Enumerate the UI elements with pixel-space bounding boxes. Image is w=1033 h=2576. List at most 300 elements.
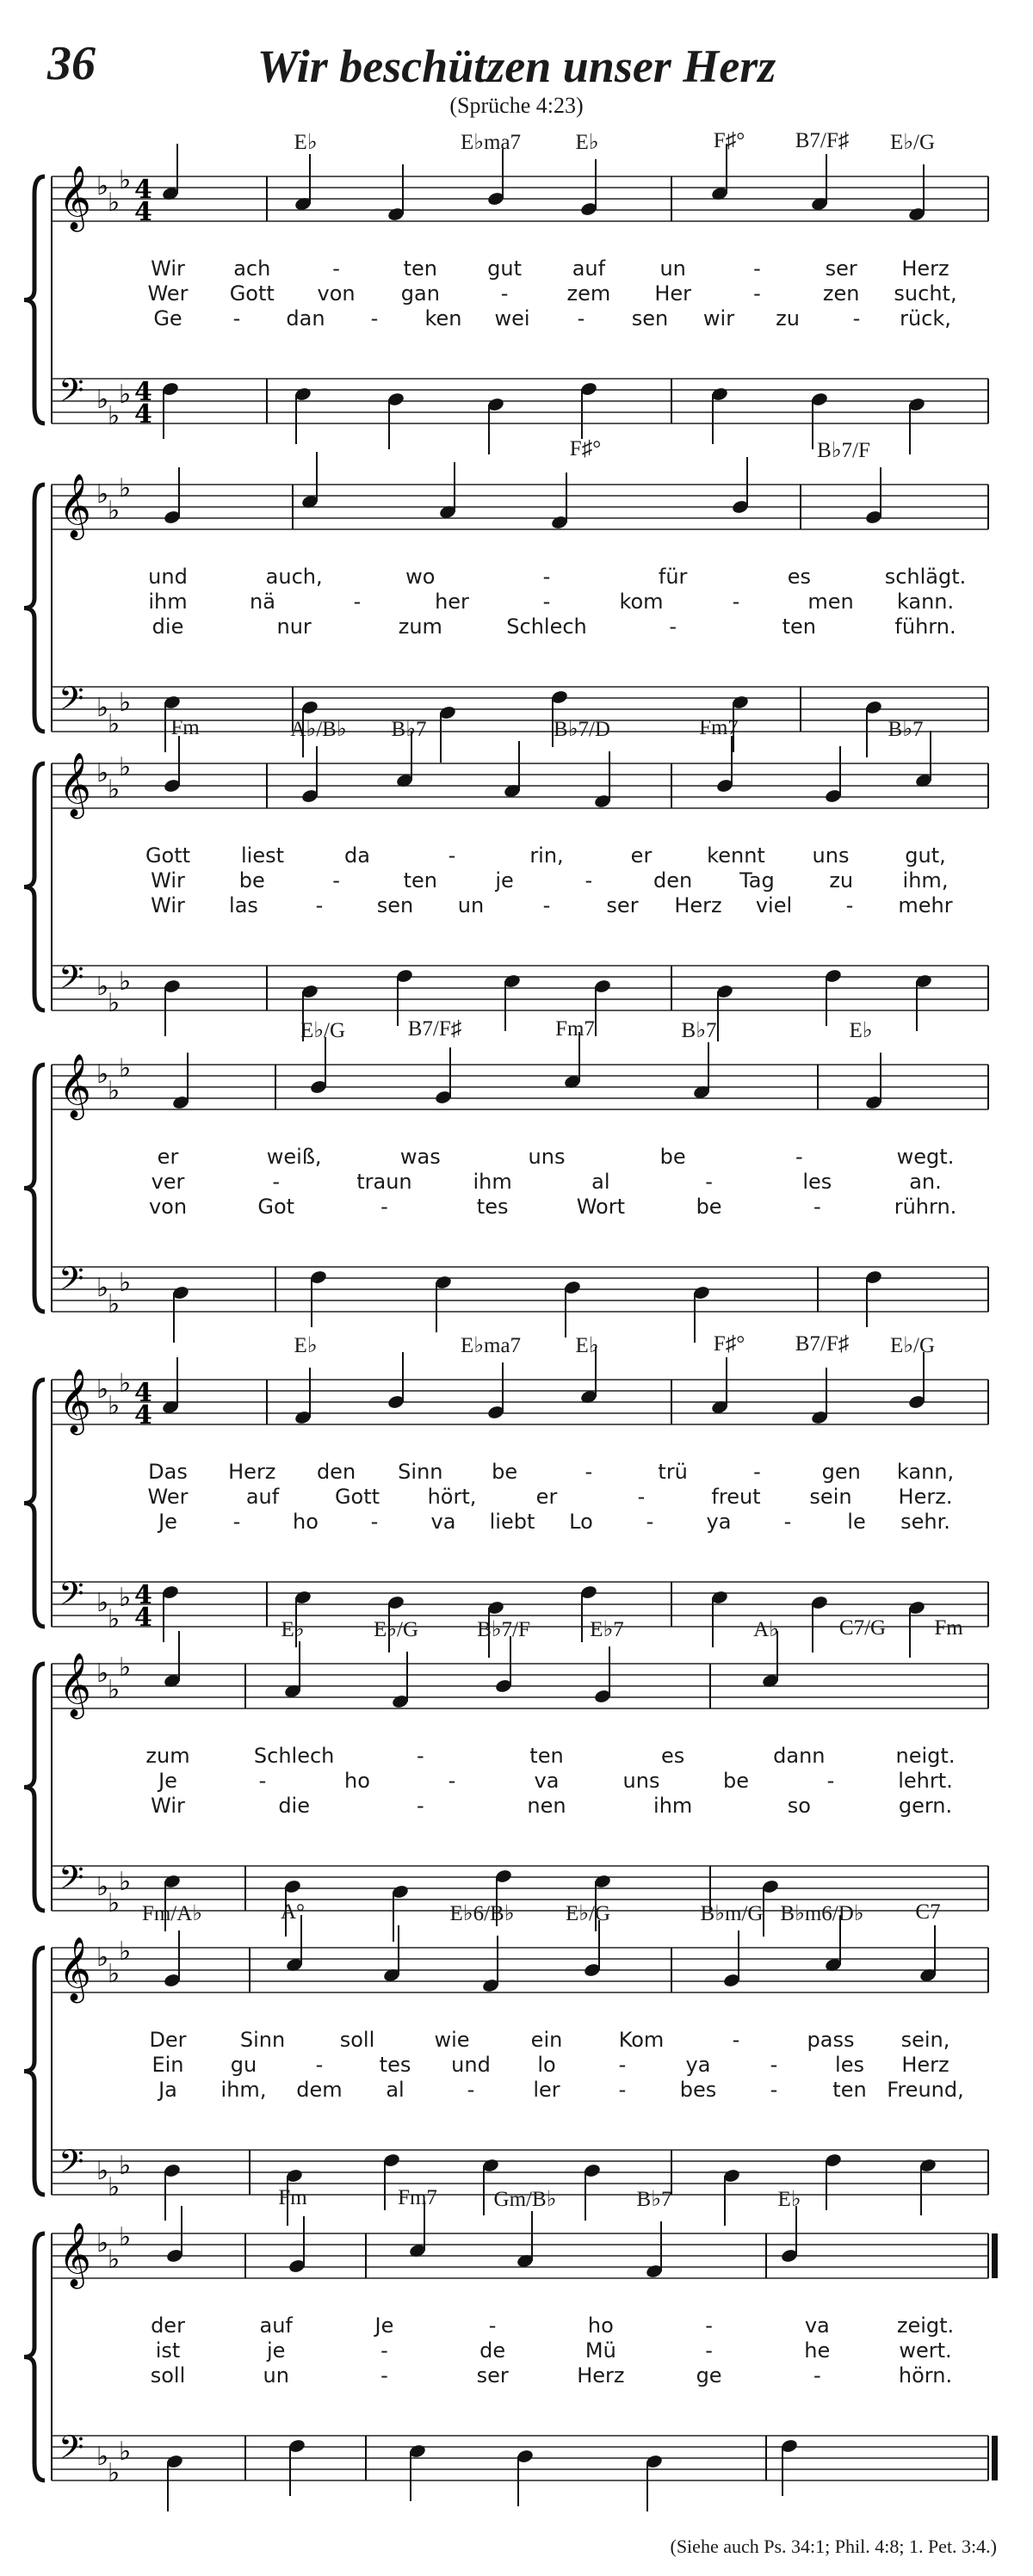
chord-symbol: Fm7 bbox=[398, 2186, 437, 2209]
lyric-syllable: - bbox=[646, 1510, 654, 1534]
flat-sign: ♭ bbox=[96, 171, 109, 201]
lyric-syllable: - bbox=[370, 1510, 379, 1534]
brace bbox=[24, 485, 45, 732]
lyric-syllable: - bbox=[380, 2338, 388, 2363]
lyric-syllable: - bbox=[232, 1510, 241, 1534]
note-head bbox=[163, 736, 181, 794]
flat-sign: ♭ bbox=[108, 401, 121, 431]
lyric-syllable: - bbox=[585, 1460, 593, 1484]
lyric-syllable: wie bbox=[434, 2028, 470, 2052]
chord-symbol: E♭ bbox=[294, 131, 318, 154]
lyric-syllable: gut, bbox=[905, 843, 946, 868]
lyric-syllable: gut bbox=[487, 256, 523, 281]
chord-symbol: Fm7 bbox=[699, 716, 739, 739]
lyric-syllable: ten bbox=[782, 615, 817, 639]
lyric-syllable: ten bbox=[529, 1744, 564, 1768]
flat-sign: ♭ bbox=[119, 165, 132, 195]
flat-sign: ♭ bbox=[108, 2458, 121, 2488]
lyric-syllable: Wir bbox=[151, 893, 185, 917]
lyric-syllable: liebt bbox=[489, 1510, 535, 1534]
note-head bbox=[583, 1920, 601, 1978]
lyric-syllable: - bbox=[669, 615, 677, 639]
lyric-syllable: zeigt. bbox=[896, 2313, 955, 2338]
flat-sign: ♭ bbox=[96, 1273, 109, 1303]
chord-symbol: E♭ bbox=[849, 1019, 873, 1042]
flat-sign: ♭ bbox=[108, 188, 121, 218]
chord-symbol: B7/F♯ bbox=[795, 1332, 850, 1356]
chord-symbol: E♭ bbox=[575, 1334, 599, 1357]
lyric-syllable: neigt. bbox=[895, 1744, 956, 1768]
note-head bbox=[300, 452, 319, 510]
brace bbox=[24, 176, 45, 423]
lyric-syllable: ser bbox=[825, 256, 857, 281]
treble-clef: 𝄞 bbox=[59, 1054, 91, 1118]
lyric-syllable: va bbox=[430, 1510, 456, 1534]
lyric-syllable: sein bbox=[809, 1485, 852, 1509]
lyric-syllable: ver bbox=[151, 1170, 185, 1194]
lyric-syllable: sein, bbox=[900, 2028, 950, 2052]
lyric-syllable: be bbox=[723, 1769, 749, 1793]
lyric-syllable: weiß, bbox=[266, 1145, 322, 1169]
lyric-syllable: zum bbox=[398, 615, 442, 639]
bass-staff bbox=[52, 1267, 988, 1312]
lyric-syllable: gan bbox=[400, 281, 440, 306]
lyric-syllable: - bbox=[258, 1769, 267, 1793]
lyric-syllable: he bbox=[804, 2338, 831, 2363]
chord-symbol: B7/F♯ bbox=[407, 1017, 462, 1041]
lyric-syllable: Mü bbox=[585, 2338, 616, 2363]
chord-symbol: E♭/G bbox=[300, 1019, 346, 1042]
lyric-syllable: - bbox=[618, 2053, 627, 2077]
bass-staff bbox=[52, 966, 988, 1010]
lyric-syllable: Lo bbox=[569, 1510, 593, 1534]
lyric-syllable: - bbox=[332, 256, 340, 281]
lyric-syllable: - bbox=[416, 1744, 424, 1768]
lyric-syllable: - bbox=[813, 1195, 821, 1219]
lyric-syllable: - bbox=[272, 1170, 281, 1194]
lyric-syllable: ihm bbox=[653, 1794, 693, 1818]
lyric-syllable: ihm, bbox=[902, 868, 949, 893]
lyric-syllable: hört, bbox=[427, 1485, 477, 1509]
lyric-syllable: be bbox=[492, 1460, 518, 1484]
lyric-syllable: je bbox=[495, 868, 514, 893]
lyric-syllable: be bbox=[696, 1195, 722, 1219]
treble-clef: 𝄞 bbox=[59, 474, 91, 538]
flat-sign: ♭ bbox=[119, 1268, 132, 1298]
lyric-syllable: - bbox=[315, 2053, 324, 2077]
note-head bbox=[161, 381, 179, 439]
lyric-syllable: er bbox=[535, 1485, 558, 1509]
brace bbox=[24, 763, 45, 1010]
lyric-syllable: Got bbox=[257, 1195, 295, 1219]
chord-symbol: A° bbox=[280, 1900, 306, 1924]
flat-sign: ♭ bbox=[108, 2172, 121, 2202]
lyric-syllable: den bbox=[316, 1460, 356, 1484]
lyric-syllable: dan bbox=[286, 306, 325, 330]
flat-sign: ♭ bbox=[96, 972, 109, 1002]
lyric-syllable: rück, bbox=[900, 306, 951, 330]
lyric-syllable: liest bbox=[240, 843, 285, 868]
note-head bbox=[864, 1269, 882, 1327]
note-head bbox=[579, 381, 597, 439]
time-signature-bottom: 4 bbox=[134, 197, 152, 227]
lyric-syllable: schlägt. bbox=[884, 565, 967, 589]
lyric-syllable: freut bbox=[711, 1485, 761, 1509]
lyric-syllable: - bbox=[732, 2028, 740, 2052]
note-head bbox=[780, 2438, 798, 2496]
lyric-syllable: ein bbox=[530, 2028, 563, 2052]
note-head bbox=[161, 144, 179, 201]
lyric-syllable: ler bbox=[533, 2078, 560, 2102]
note-head bbox=[391, 1652, 409, 1709]
flat-sign: ♭ bbox=[119, 2437, 132, 2467]
flat-sign: ♭ bbox=[119, 380, 132, 410]
lyric-syllable: - bbox=[416, 1794, 424, 1818]
flat-sign: ♭ bbox=[119, 1368, 132, 1399]
lyric-syllable: - bbox=[542, 565, 551, 589]
lyric-syllable: Das bbox=[148, 1460, 188, 1484]
lyric-syllable: ho bbox=[293, 1510, 319, 1534]
lyric-syllable: - bbox=[577, 306, 585, 330]
chord-symbol: E♭/G bbox=[889, 1334, 936, 1357]
chord-symbol: Fm bbox=[278, 2186, 307, 2209]
lyric-syllable: bes bbox=[679, 2078, 717, 2102]
lyric-syllable: zu bbox=[776, 306, 800, 330]
note-head bbox=[715, 736, 733, 794]
lyric-syllable: dem bbox=[296, 2078, 343, 2102]
flat-sign: ♭ bbox=[96, 1588, 109, 1618]
treble-staff bbox=[52, 485, 988, 529]
final-barline bbox=[992, 2233, 998, 2278]
lyric-syllable: Sinn bbox=[239, 2028, 286, 2052]
chord-symbol: E♭ bbox=[777, 2188, 801, 2211]
treble-clef: 𝄞 bbox=[59, 1937, 91, 2001]
lyric-syllable: es bbox=[787, 565, 811, 589]
lyric-syllable: kann. bbox=[896, 590, 955, 614]
lyric-syllable: soll bbox=[150, 2363, 186, 2388]
lyric-syllable: zem bbox=[566, 281, 611, 306]
chord-symbol: B♭m/G bbox=[700, 1902, 764, 1925]
chord-symbol: E♭/G bbox=[889, 131, 936, 154]
time-signature-top: 4 bbox=[134, 1378, 152, 1408]
chord-symbol: E♭7 bbox=[590, 1618, 624, 1641]
flat-sign: ♭ bbox=[108, 1959, 121, 1989]
chord-symbol: E♭ bbox=[575, 131, 599, 154]
lyric-syllable: Freund, bbox=[887, 2078, 964, 2102]
note-head bbox=[408, 2443, 426, 2501]
lyric-syllable: die bbox=[278, 1794, 310, 1818]
lyric-syllable: gu bbox=[230, 2053, 257, 2077]
note-head bbox=[283, 1641, 301, 1699]
chord-symbol: Fm bbox=[170, 716, 200, 739]
chord-symbol: B♭7 bbox=[888, 718, 924, 741]
lyric-syllable: al bbox=[591, 1170, 610, 1194]
chord-symbol: A♭/B♭ bbox=[290, 718, 347, 741]
lyric-syllable: un bbox=[659, 256, 686, 281]
lyric-syllable: trü bbox=[658, 1460, 688, 1484]
lyric-syllable: ho bbox=[587, 2313, 614, 2338]
lyric-syllable: ten bbox=[403, 256, 438, 281]
lyric-syllable: ten bbox=[403, 868, 438, 893]
lyric-syllable: nur bbox=[276, 615, 312, 639]
lyric-syllable: ya bbox=[706, 1510, 732, 1534]
flat-sign: ♭ bbox=[119, 2151, 132, 2181]
lyric-syllable: Ein bbox=[152, 2053, 184, 2077]
lyric-syllable: wei bbox=[494, 306, 530, 330]
lyric-syllable: kann, bbox=[896, 1460, 955, 1484]
lyric-syllable: auch, bbox=[265, 565, 323, 589]
bass-clef: 𝄢 bbox=[59, 2428, 84, 2474]
lyric-syllable: pass bbox=[807, 2028, 855, 2052]
note-head bbox=[163, 1631, 181, 1689]
lyric-syllable: Gott bbox=[334, 1485, 380, 1509]
lyric-syllable: ist bbox=[155, 2338, 181, 2363]
lyric-syllable: so bbox=[787, 1794, 811, 1818]
lyric-syllable: - bbox=[488, 2313, 497, 2338]
lyric-syllable: nä bbox=[250, 590, 275, 614]
lyric-syllable: wert. bbox=[899, 2338, 952, 2363]
lyric-syllable: Schlech bbox=[253, 1744, 335, 1768]
lyric-syllable: ihm bbox=[148, 590, 188, 614]
lyric-syllable: Herz bbox=[901, 2053, 949, 2077]
lyric-syllable: - bbox=[795, 1145, 803, 1169]
note-head bbox=[494, 1636, 512, 1694]
flat-sign: ♭ bbox=[119, 752, 132, 782]
treble-clef: 𝄞 bbox=[59, 1369, 91, 1433]
flat-sign: ♭ bbox=[108, 1076, 121, 1106]
lyric-syllable: für bbox=[658, 565, 688, 589]
lyric-syllable: le bbox=[847, 1510, 866, 1534]
flat-sign: ♭ bbox=[119, 1053, 132, 1084]
lyric-syllable: Wir bbox=[151, 868, 185, 893]
lyric-syllable: auf bbox=[245, 1485, 280, 1509]
lyric-syllable: gen bbox=[821, 1460, 861, 1484]
lyric-syllable: de bbox=[479, 2338, 506, 2363]
lyric-syllable: Herz bbox=[674, 893, 722, 917]
note-head bbox=[165, 2454, 183, 2511]
flat-sign: ♭ bbox=[108, 1675, 121, 1705]
flat-sign: ♭ bbox=[119, 1583, 132, 1613]
bass-clef: 𝄢 bbox=[59, 958, 84, 1004]
flat-sign: ♭ bbox=[108, 1391, 121, 1421]
lyric-syllable: her bbox=[435, 590, 469, 614]
chord-symbol: E♭ma7 bbox=[460, 1334, 522, 1357]
lyric-syllable: - bbox=[585, 868, 593, 893]
flat-sign: ♭ bbox=[96, 2156, 109, 2186]
lyric-syllable: Je bbox=[374, 2313, 394, 2338]
lyric-syllable: ho bbox=[344, 1769, 370, 1793]
lyric-syllable: al bbox=[386, 2078, 405, 2102]
lyric-syllable: - bbox=[813, 2363, 821, 2388]
lyric-syllable: viel bbox=[755, 893, 793, 917]
lyric-syllable: be bbox=[659, 1145, 686, 1169]
treble-staff bbox=[52, 176, 988, 221]
lyric-syllable: - bbox=[232, 306, 241, 330]
flat-sign: ♭ bbox=[108, 1888, 121, 1918]
treble-staff bbox=[52, 2233, 988, 2278]
chord-symbol: Fm7 bbox=[555, 1017, 595, 1041]
treble-staff bbox=[52, 1380, 988, 1424]
lyric-syllable: - bbox=[705, 2338, 713, 2363]
lyric-syllable: traun bbox=[356, 1170, 412, 1194]
flat-sign: ♭ bbox=[96, 1059, 109, 1090]
lyric-syllable: uns bbox=[528, 1145, 566, 1169]
chord-symbol: E♭ma7 bbox=[460, 131, 522, 154]
flat-sign: ♭ bbox=[96, 758, 109, 788]
brace bbox=[24, 1380, 45, 1627]
note-head bbox=[503, 741, 521, 799]
lyric-syllable: Je bbox=[158, 1510, 177, 1534]
note-head bbox=[309, 1037, 327, 1095]
note-head bbox=[382, 1925, 400, 1983]
chord-symbol: F♯° bbox=[713, 129, 745, 152]
bass-clef: 𝄢 bbox=[59, 2142, 84, 2189]
note-head bbox=[387, 164, 405, 222]
lyric-syllable: hörn. bbox=[898, 2363, 953, 2388]
lyric-syllable: tes bbox=[379, 2053, 411, 2077]
lyric-syllable: Herz bbox=[577, 2363, 625, 2388]
lyric-syllable: lehrt. bbox=[898, 1769, 953, 1793]
song-number: 36 bbox=[47, 37, 96, 90]
music-system bbox=[0, 2186, 1033, 2505]
brace bbox=[24, 1664, 45, 1911]
lyric-syllable: rührn. bbox=[894, 1195, 957, 1219]
lyric-syllable: Wer bbox=[147, 1485, 189, 1509]
lyric-syllable: Der bbox=[149, 2028, 187, 2052]
note-head bbox=[864, 1053, 882, 1110]
flat-sign: ♭ bbox=[119, 1867, 132, 1897]
note-head bbox=[161, 1357, 179, 1415]
note-head bbox=[593, 751, 611, 809]
bass-clef: 𝄢 bbox=[59, 1574, 84, 1621]
chord-symbol: E♭ bbox=[281, 1618, 305, 1641]
lyric-syllable: sehr. bbox=[900, 1510, 950, 1534]
lyric-syllable: be bbox=[238, 868, 265, 893]
note-head bbox=[309, 1269, 327, 1327]
lyric-syllable: - bbox=[380, 2363, 388, 2388]
chord-symbol: Fm/A♭ bbox=[141, 1902, 203, 1925]
lyric-syllable: - bbox=[542, 893, 551, 917]
note-head bbox=[919, 1925, 937, 1983]
lyric-syllable: wo bbox=[405, 565, 436, 589]
flat-sign: ♭ bbox=[96, 2228, 109, 2258]
lyric-syllable: kom bbox=[619, 590, 664, 614]
scripture-reference: (Sprüche 4:23) bbox=[449, 93, 584, 118]
lyric-syllable: von bbox=[148, 1195, 188, 1219]
lyric-syllable: un bbox=[263, 2363, 289, 2388]
lyric-syllable: Herz. bbox=[898, 1485, 953, 1509]
brace bbox=[24, 1948, 45, 2195]
flat-sign: ♭ bbox=[108, 2245, 121, 2275]
lyric-syllable: - bbox=[845, 893, 854, 917]
note-head bbox=[645, 2221, 663, 2279]
lyric-syllable: ach bbox=[233, 256, 271, 281]
chord-symbol: B♭7 bbox=[391, 718, 427, 741]
chord-symbol: E♭6/B♭ bbox=[449, 1902, 515, 1925]
lyric-syllable: las bbox=[229, 893, 258, 917]
flat-sign: ♭ bbox=[96, 479, 109, 510]
note-head bbox=[434, 1275, 452, 1332]
note-head bbox=[387, 1352, 405, 1410]
treble-staff bbox=[52, 1664, 988, 1708]
brace bbox=[24, 2233, 45, 2480]
time-signature-top: 4 bbox=[134, 377, 152, 407]
chord-symbol: C7 bbox=[915, 1900, 941, 1924]
flat-sign: ♭ bbox=[108, 709, 121, 739]
lyric-syllable: - bbox=[448, 1769, 456, 1793]
lyric-syllable: nen bbox=[527, 1794, 566, 1818]
lyric-syllable: Herz bbox=[901, 256, 949, 281]
flat-sign: ♭ bbox=[108, 1604, 121, 1634]
note-head bbox=[810, 154, 828, 212]
note-head bbox=[516, 2449, 534, 2506]
note-head bbox=[710, 1357, 728, 1415]
lyric-syllable: Ge bbox=[153, 306, 182, 330]
lyric-syllable: - bbox=[332, 868, 340, 893]
chord-symbol: Fm bbox=[934, 1616, 963, 1640]
lyric-syllable: les bbox=[835, 2053, 864, 2077]
time-signature-bottom: 4 bbox=[134, 1400, 152, 1430]
music-system bbox=[0, 1332, 1033, 1651]
lyric-syllable: - bbox=[637, 1485, 646, 1509]
lyric-syllable: Wir bbox=[151, 256, 185, 281]
lyric-syllable: ken bbox=[424, 306, 462, 330]
lyric-syllable: - bbox=[353, 590, 362, 614]
chord-symbol: E♭/G bbox=[565, 1902, 611, 1925]
treble-clef: 𝄞 bbox=[59, 166, 91, 230]
music-system bbox=[0, 1900, 1033, 2219]
lyric-syllable: - bbox=[380, 1195, 388, 1219]
treble-clef: 𝄞 bbox=[59, 2223, 91, 2287]
lyric-syllable: kennt bbox=[707, 843, 765, 868]
lyric-syllable: die bbox=[152, 615, 184, 639]
flat-sign: ♭ bbox=[119, 473, 132, 503]
lyric-syllable: - bbox=[618, 2078, 627, 2102]
music-system bbox=[0, 716, 1033, 1035]
lyric-syllable: der bbox=[151, 2313, 185, 2338]
lyric-syllable: von bbox=[317, 281, 356, 306]
lyric-syllable: ge bbox=[696, 2363, 722, 2388]
lyric-syllable: - bbox=[315, 893, 324, 917]
note-head bbox=[550, 473, 568, 530]
lyric-syllable: uns bbox=[812, 843, 850, 868]
lyric-syllable: Schlech bbox=[506, 615, 587, 639]
time-signature-top: 4 bbox=[134, 175, 152, 205]
lyric-syllable: - bbox=[826, 1769, 835, 1793]
lyric-syllable: - bbox=[753, 256, 761, 281]
lyric-syllable: soll bbox=[339, 2028, 375, 2052]
note-head bbox=[645, 2454, 663, 2511]
lyric-syllable: Wer bbox=[147, 281, 189, 306]
lyric-syllable: er bbox=[630, 843, 653, 868]
flat-sign: ♭ bbox=[108, 988, 121, 1018]
flat-sign: ♭ bbox=[96, 2442, 109, 2472]
lyric-syllable: es bbox=[661, 1744, 685, 1768]
chord-symbol: E♭/G bbox=[373, 1618, 419, 1641]
chord-symbol: C7/G bbox=[838, 1616, 887, 1640]
lyric-syllable: un bbox=[457, 893, 485, 917]
lyric-syllable: zu bbox=[829, 868, 854, 893]
flat-sign: ♭ bbox=[119, 967, 132, 997]
chord-symbol: B♭7/F bbox=[477, 1618, 530, 1641]
lyric-syllable: ihm bbox=[473, 1170, 512, 1194]
lyric-syllable: ihm, bbox=[220, 2078, 267, 2102]
treble-staff bbox=[52, 1948, 988, 1992]
lyric-syllable: Kom bbox=[618, 2028, 665, 2052]
note-head bbox=[294, 386, 312, 444]
brace bbox=[24, 1065, 45, 1312]
bass-clef: 𝄢 bbox=[59, 679, 84, 726]
